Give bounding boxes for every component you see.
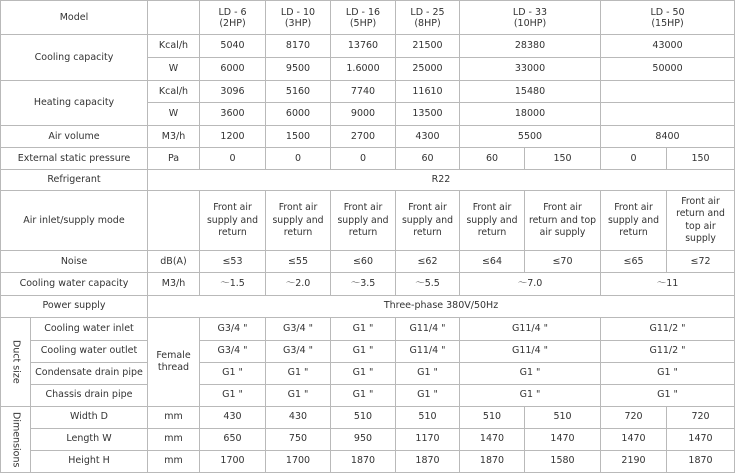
duct-item-label: Condensate drain pipe bbox=[31, 362, 148, 384]
duct-row bbox=[1, 340, 735, 362]
value-cell: 13500 bbox=[396, 103, 460, 126]
value-cell: 5040 bbox=[200, 35, 266, 58]
unit-cell: M3/h bbox=[148, 126, 200, 148]
model-label: Model bbox=[1, 1, 148, 35]
value-cell: 1170 bbox=[396, 428, 460, 450]
value-cell: ≤70 bbox=[525, 251, 601, 273]
air-volume-label: Air volume bbox=[1, 126, 148, 148]
static-pressure-label: External static pressure bbox=[1, 148, 148, 170]
value-cell: Front air supply and return bbox=[601, 191, 667, 251]
value-cell: 150 bbox=[667, 148, 735, 170]
unit-cell: W bbox=[148, 58, 200, 81]
dimension-item-label: Length W bbox=[31, 428, 148, 450]
unit-cell: Pa bbox=[148, 148, 200, 170]
duct-row bbox=[1, 317, 735, 340]
value-cell: 1580 bbox=[525, 450, 601, 472]
value-cell: 11610 bbox=[396, 81, 460, 103]
value-cell: G3/4 " bbox=[266, 317, 331, 340]
air-mode-row bbox=[1, 191, 735, 251]
value-cell: 430 bbox=[266, 406, 331, 428]
value-cell: ≤72 bbox=[667, 251, 735, 273]
value-cell: 1870 bbox=[396, 450, 460, 472]
value-cell: 510 bbox=[396, 406, 460, 428]
heating-capacity-label: Heating capacity bbox=[1, 81, 148, 126]
value-cell: 1870 bbox=[331, 450, 396, 472]
value-cell: G11/2 " bbox=[601, 340, 735, 362]
value-cell: ≤60 bbox=[331, 251, 396, 273]
dimension-row bbox=[1, 450, 735, 472]
value-cell: ～1.5 bbox=[200, 273, 266, 295]
value-cell: G1 " bbox=[331, 362, 396, 384]
duct-item-label: Cooling water inlet bbox=[31, 317, 148, 340]
value-cell: Front air supply and return bbox=[396, 191, 460, 251]
duct-item-label: Cooling water outlet bbox=[31, 340, 148, 362]
value-cell: 21500 bbox=[396, 35, 460, 58]
model-name: LD - 16 (5HP) bbox=[331, 1, 396, 35]
model-name: LD - 25 (8HP) bbox=[396, 1, 460, 35]
duct-row bbox=[1, 362, 735, 384]
value-cell: 1870 bbox=[460, 450, 525, 472]
value-cell: 430 bbox=[200, 406, 266, 428]
value-cell: 3600 bbox=[200, 103, 266, 126]
unit-cell: M3/h bbox=[148, 273, 200, 295]
value-cell: 8400 bbox=[601, 126, 735, 148]
value-cell: ≤55 bbox=[266, 251, 331, 273]
model-name: LD - 6 (2HP) bbox=[200, 1, 266, 35]
value-cell: 60 bbox=[396, 148, 460, 170]
blank-unit-cell bbox=[148, 1, 200, 35]
value-cell: 1700 bbox=[266, 450, 331, 472]
model-name: LD - 10 (3HP) bbox=[266, 1, 331, 35]
value-cell: ～11 bbox=[601, 273, 735, 295]
value-cell: 13760 bbox=[331, 35, 396, 58]
value-cell: 2190 bbox=[601, 450, 667, 472]
value-cell: 1.6000 bbox=[331, 58, 396, 81]
dimension-row bbox=[1, 428, 735, 450]
value-cell: 6000 bbox=[200, 58, 266, 81]
value-cell: 1470 bbox=[460, 428, 525, 450]
value-cell: ～7.0 bbox=[460, 273, 601, 295]
value-cell: G11/2 " bbox=[601, 317, 735, 340]
value-cell: 1500 bbox=[266, 126, 331, 148]
value-cell: 150 bbox=[525, 148, 601, 170]
value-cell: 15480 bbox=[460, 81, 601, 103]
value-cell: ≤53 bbox=[200, 251, 266, 273]
value-cell: 9500 bbox=[266, 58, 331, 81]
value-cell: Front air supply and return bbox=[331, 191, 396, 251]
value-cell: 2700 bbox=[331, 126, 396, 148]
value-cell: 0 bbox=[200, 148, 266, 170]
unit-cell: dB(A) bbox=[148, 251, 200, 273]
value-cell: 33000 bbox=[460, 58, 601, 81]
value-cell: G11/4 " bbox=[396, 317, 460, 340]
value-cell: G1 " bbox=[331, 384, 396, 406]
value-cell: 510 bbox=[460, 406, 525, 428]
noise-row bbox=[1, 251, 735, 273]
value-cell: ～5.5 bbox=[396, 273, 460, 295]
duct-item-label: Chassis drain pipe bbox=[31, 384, 148, 406]
value-cell: 510 bbox=[331, 406, 396, 428]
cooling-kcal-row bbox=[1, 35, 735, 58]
value-cell: ～3.5 bbox=[331, 273, 396, 295]
duct-size-group-label: Duct size bbox=[1, 317, 31, 406]
value-cell: 28380 bbox=[460, 35, 601, 58]
value-cell: 5160 bbox=[266, 81, 331, 103]
unit-cell: Kcal/h bbox=[148, 35, 200, 58]
header-row bbox=[1, 1, 735, 35]
value-cell: 750 bbox=[266, 428, 331, 450]
cooling-capacity-label: Cooling capacity bbox=[1, 35, 148, 81]
value-cell: G1 " bbox=[460, 362, 601, 384]
model-name: LD - 50 (15HP) bbox=[601, 1, 735, 35]
value-cell: 8170 bbox=[266, 35, 331, 58]
value-cell: 0 bbox=[601, 148, 667, 170]
value-cell: 50000 bbox=[601, 58, 735, 81]
dimension-row bbox=[1, 406, 735, 428]
unit-cell: mm bbox=[148, 428, 200, 450]
dimension-item-label: Width D bbox=[31, 406, 148, 428]
value-cell: G1 " bbox=[396, 362, 460, 384]
value-cell: 0 bbox=[331, 148, 396, 170]
value-cell: G1 " bbox=[396, 384, 460, 406]
refrigerant-label: Refrigerant bbox=[1, 170, 148, 191]
power-supply-label: Power supply bbox=[1, 295, 148, 317]
air-mode-label: Air inlet/supply mode bbox=[1, 191, 148, 251]
value-cell: Front air return and top air supply bbox=[667, 191, 735, 251]
value-cell: 720 bbox=[601, 406, 667, 428]
power-supply-value: Three-phase 380V/50Hz bbox=[148, 295, 735, 317]
value-cell: 1470 bbox=[525, 428, 601, 450]
value-cell: G1 " bbox=[200, 362, 266, 384]
value-cell: 7740 bbox=[331, 81, 396, 103]
value-cell: 43000 bbox=[601, 35, 735, 58]
value-cell: Front air supply and return bbox=[200, 191, 266, 251]
value-cell: 60 bbox=[460, 148, 525, 170]
value-cell: G3/4 " bbox=[266, 340, 331, 362]
static-pressure-row bbox=[1, 148, 735, 170]
unit-cell: Kcal/h bbox=[148, 81, 200, 103]
power-supply-row bbox=[1, 295, 735, 317]
value-cell: G3/4 " bbox=[200, 317, 266, 340]
value-cell: 4300 bbox=[396, 126, 460, 148]
noise-label: Noise bbox=[1, 251, 148, 273]
value-cell: 3096 bbox=[200, 81, 266, 103]
value-cell: 25000 bbox=[396, 58, 460, 81]
dimension-item-label: Height H bbox=[31, 450, 148, 472]
value-cell: G1 " bbox=[331, 317, 396, 340]
value-cell: G11/4 " bbox=[460, 340, 601, 362]
blank-unit-cell bbox=[148, 191, 200, 251]
value-cell bbox=[601, 103, 735, 126]
value-cell: ≤65 bbox=[601, 251, 667, 273]
refrigerant-value: R22 bbox=[148, 170, 735, 191]
value-cell: 720 bbox=[667, 406, 735, 428]
dimensions-group-label: Dimensions bbox=[1, 406, 31, 472]
value-cell: 0 bbox=[266, 148, 331, 170]
value-cell: G1 " bbox=[266, 362, 331, 384]
value-cell: ≤64 bbox=[460, 251, 525, 273]
value-cell: 5500 bbox=[460, 126, 601, 148]
value-cell: G3/4 " bbox=[200, 340, 266, 362]
value-cell: G1 " bbox=[331, 340, 396, 362]
value-cell: 1200 bbox=[200, 126, 266, 148]
value-cell: Front air supply and return bbox=[460, 191, 525, 251]
unit-cell: mm bbox=[148, 450, 200, 472]
cooling-water-row bbox=[1, 273, 735, 295]
value-cell: 1470 bbox=[601, 428, 667, 450]
model-name: LD - 33 (10HP) bbox=[460, 1, 601, 35]
value-cell: 650 bbox=[200, 428, 266, 450]
value-cell: 1700 bbox=[200, 450, 266, 472]
value-cell: 510 bbox=[525, 406, 601, 428]
value-cell: 1470 bbox=[667, 428, 735, 450]
duct-row bbox=[1, 384, 735, 406]
value-cell: G1 " bbox=[200, 384, 266, 406]
value-cell: ≤62 bbox=[396, 251, 460, 273]
value-cell: G1 " bbox=[601, 362, 735, 384]
value-cell: G1 " bbox=[601, 384, 735, 406]
value-cell: G11/4 " bbox=[460, 317, 601, 340]
value-cell: 950 bbox=[331, 428, 396, 450]
value-cell: 18000 bbox=[460, 103, 601, 126]
value-cell: 6000 bbox=[266, 103, 331, 126]
value-cell: ～2.0 bbox=[266, 273, 331, 295]
value-cell: Front air return and top air supply bbox=[525, 191, 601, 251]
unit-cell: W bbox=[148, 103, 200, 126]
heating-kcal-row bbox=[1, 81, 735, 103]
value-cell: G11/4 " bbox=[396, 340, 460, 362]
value-cell bbox=[601, 81, 735, 103]
unit-cell: mm bbox=[148, 406, 200, 428]
duct-unit: Female thread bbox=[148, 317, 200, 406]
value-cell: 1870 bbox=[667, 450, 735, 472]
value-cell: G1 " bbox=[266, 384, 331, 406]
value-cell: Front air supply and return bbox=[266, 191, 331, 251]
cooling-water-label: Cooling water capacity bbox=[1, 273, 148, 295]
air-volume-row bbox=[1, 126, 735, 148]
value-cell: 9000 bbox=[331, 103, 396, 126]
value-cell: G1 " bbox=[460, 384, 601, 406]
refrigerant-row bbox=[1, 170, 735, 191]
